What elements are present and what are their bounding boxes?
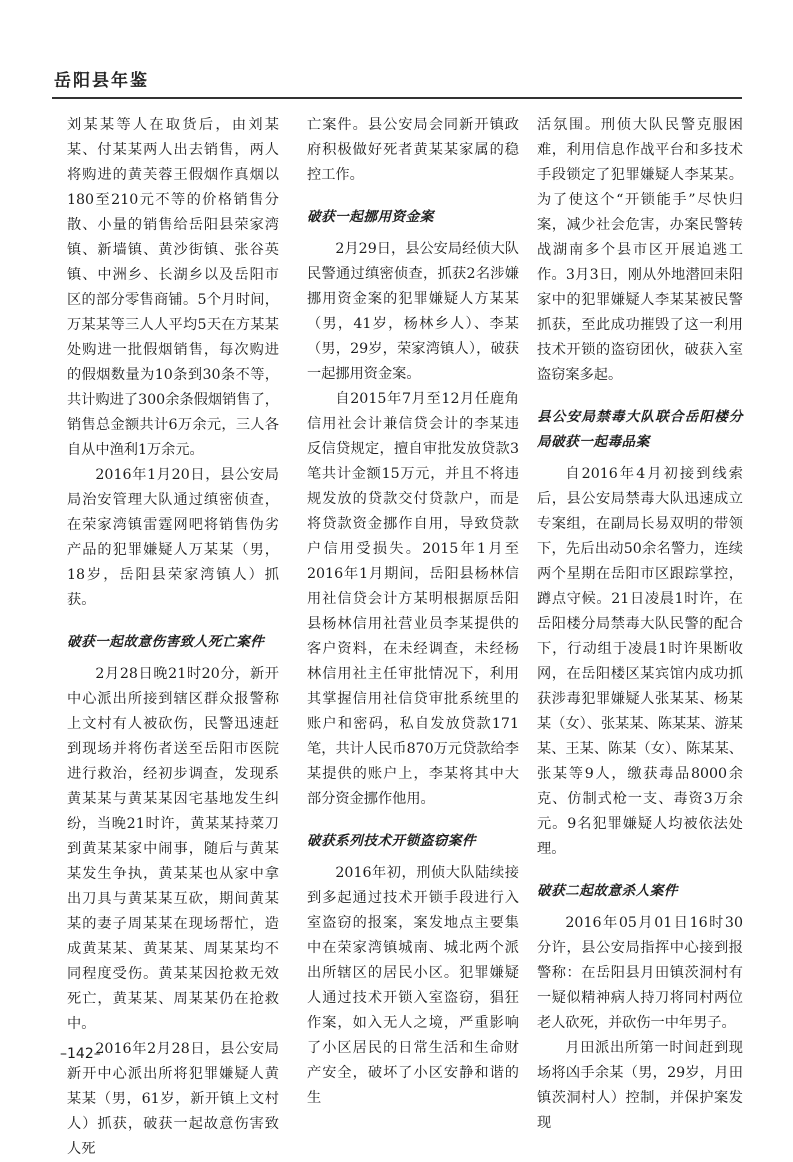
paragraph: 2016年2月28日，县公安局新开中心派出所将犯罪嫌疑人黄某某（男，61岁，新开镇上文村人）抓获，破获一起故意伤害致人死 (67, 1041, 279, 1157)
paragraph: 亡案件。县公安局会同新开镇政府积极做好死者黄某某家属的稳控工作。 (307, 117, 519, 183)
header-divider (52, 97, 742, 99)
paragraph: 活氛围。刑侦大队民警克服困难，利用信息作战平台和多技术手段锁定了犯罪嫌疑人李某某。为了使这个“开锁能手”尽快归案，减少社会危害，办案民警转战湖南多个县市区开展追逃工作。3月3日，刚从外地潜回耒阳家中的犯罪嫌疑人李某某被民警抓获，至此成功摧毁了这一利用技术开锁的盗窃团伙，破获入室盗窃案多起。 (537, 117, 743, 383)
text-column-3 (537, 113, 743, 1136)
paragraph: 2016年1月20日，县公安局局治安管理大队通过缜密侦查，在荣家湾镇雷霆网吧将销售伪劣产品的犯罪嫌疑人万某某（男，18岁，岳阳县荣家湾镇人）抓获。 (67, 467, 279, 608)
paragraph: 2016年05月01日16时30分许，县公安局指挥中心接到报警称：在岳阳县月田镇茨洞村有一疑似精神病人持刀将同村两位老人砍死，并砍伤一中年男子。 (537, 915, 743, 1031)
page-number: –142– (60, 1046, 101, 1062)
section-heading: 破获一起挪用资金案 (307, 209, 434, 225)
section-heading: 破获系列技术开锁盗窃案件 (307, 833, 477, 849)
running-header-title: 岳阳县年鉴 (54, 71, 149, 91)
text-column-1 (67, 113, 279, 1162)
paragraph: 2016年初，刑侦大队陆续接到多起通过技术开锁手段进行入室盗窃的报案，案发地点主要集中在荣家湾镇城南、城北两个派出所辖区的居民小区。犯罪嫌疑人通过技术开锁入室盗窃，猖狂作案，如入无人之境，严重影响了小区居民的日常生活和生命财产安全，破坏了小区安静和谐的生 (307, 865, 519, 1106)
section-heading: 县公安局禁毒大队联合岳阳楼分局破获一起毒品案 (537, 409, 743, 450)
paragraph: 自2016年4月初接到线索后，县公安局禁毒大队迅速成立专案组，在副局长易双明的带领下，先后出动50余名警力，连续两个星期在岳阳市区跟踪掌控，蹲点守候。21日凌晨1时许，在岳阳楼分局禁毒大队民警的配合下，行动组于凌晨1时许果断收网，在岳阳楼区某宾馆内成功抓获涉毒犯罪嫌疑人张某某、杨某某（女）、张某某、陈某某、游某某、王某、陈某（女）、陈某某、张某等9人，缴获毒品8000余克、仿制式枪一支、毒资3万余元。9名犯罪嫌疑人均被依法处理。 (537, 466, 743, 857)
paragraph: 刘某某等人在取货后，由刘某某、付某某两人出去销售，两人将购进的黄芙蓉王假烟作真烟以180至210元不等的价格销售分散、小量的销售给岳阳县荣家湾镇、新墙镇、黄沙街镇、张谷英镇、中洲乡、长湖乡以及岳阳市区的部分零售商铺。5个月时间，万某某等三人人平均5天在方某某处购进一批假烟销售，每次购进的假烟数量为10条到30条不等，共计购进了300余条假烟销售了，销售总金额共计6万余元，三人各自从中渔利1万余元。 (67, 117, 279, 458)
section-heading: 破获二起故意杀人案件 (537, 883, 678, 899)
paragraph: 2月29日，县公安局经侦大队民警通过缜密侦查，抓获2名涉嫌挪用资金案的犯罪嫌疑人方某某（男，41岁，杨林乡人）、李某（男，29岁，荣家湾镇人），破获一起挪用资金案。 (307, 241, 519, 382)
paragraph: 月田派出所第一时间赶到现场将凶手余某（男，29岁，月田镇茨洞村人）控制，并保护案发现 (537, 1040, 743, 1131)
paragraph: 自2015年7月至12月任鹿角信用社会计兼信贷会计的李某违反信贷规定，擅自审批发放贷款3笔共计金额15万元，并且不将违规发放的贷款交付贷款户，而是将贷款资金挪作自用，导致贷款户信用受损失。2015年1月至2016年1月期间，岳阳县杨林信用社信贷会计方某明根据原岳阳县杨林信用社营业员李某提供的客户资料，在未经调查，未经杨林信用社主任审批情况下，利用其掌握信用社信贷审批系统里的账户和密码，私自发放贷款171笔，共计人民币870万元贷款给李某提供的账户上，李某将其中大部分资金挪作他用。 (307, 391, 519, 807)
text-column-2 (307, 113, 519, 1111)
paragraph: 2月28日晚21时20分，新开中心派出所接到辖区群众报警称上文村有人被砍伤，民警迅速赶到现场并将伤者送至岳阳市医院进行救治，经初步调查，发现系黄某某与黄某某因宅基地发生纠纷，当晚21时许，黄某某持菜刀到黄某某家中闹事，随后与黄某某发生争执，黄某某也从家中拿出刀具与黄某某互砍，期间黄某某的妻子周某某在现场帮忙，造成黄某某、黄某某、周某某均不同程度受伤。黄某某因抢救无效死亡，黄某某、周某某仍在抢救中。 (67, 666, 279, 1032)
section-heading: 破获一起故意伤害致人死亡案件 (67, 634, 265, 650)
